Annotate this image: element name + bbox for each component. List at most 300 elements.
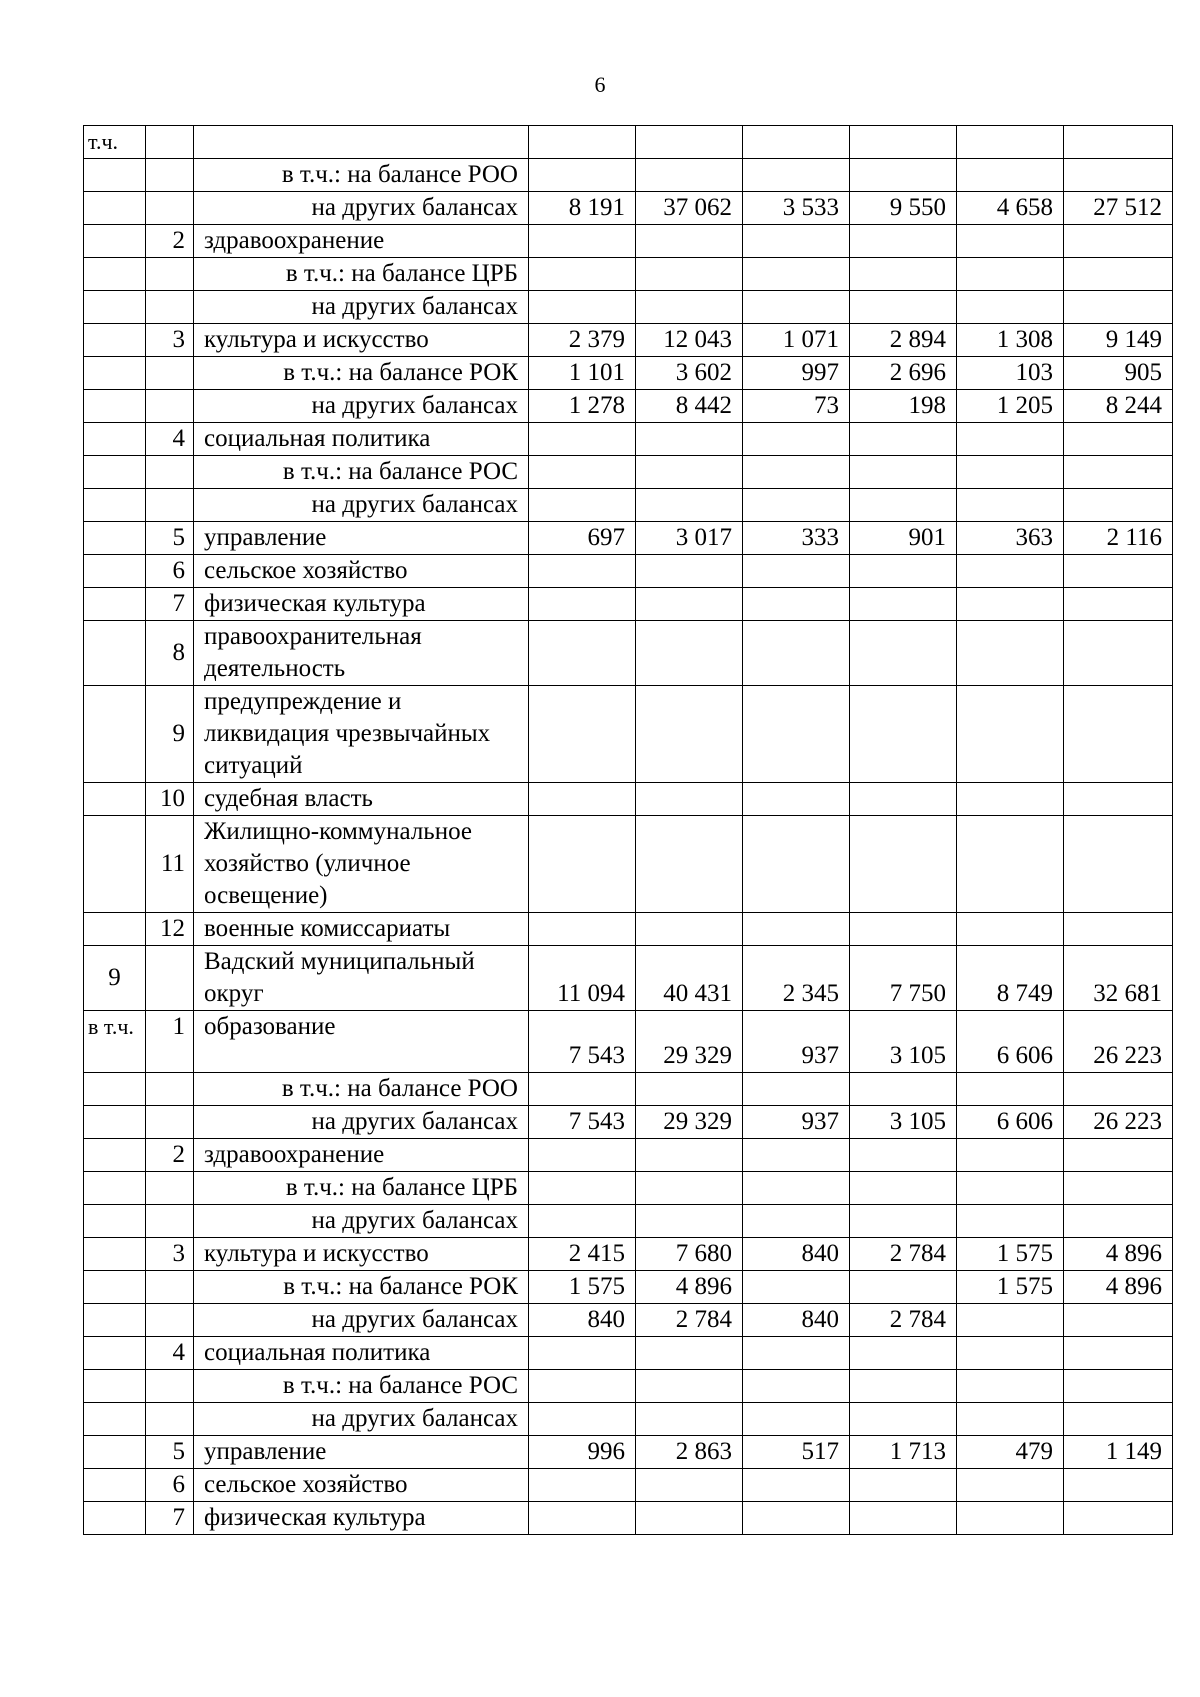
row-label-cell: культура и искусство [194, 1238, 529, 1271]
value-cell: 2 116 [1064, 522, 1173, 555]
row-label-cell: сельское хозяйство [194, 555, 529, 588]
value-cell [743, 1073, 850, 1106]
section-number-cell [84, 1304, 146, 1337]
value-cell: 73 [743, 390, 850, 423]
value-cell [743, 159, 850, 192]
value-cell [850, 159, 957, 192]
value-cell [957, 489, 1064, 522]
row-label-cell: на других балансах [194, 1403, 529, 1436]
section-number-cell [84, 783, 146, 816]
value-cell [957, 1337, 1064, 1370]
value-cell: 4 896 [1064, 1238, 1173, 1271]
section-number-cell [84, 489, 146, 522]
section-number-cell: в т.ч. [84, 1011, 146, 1073]
section-number-cell [84, 192, 146, 225]
item-number-cell [146, 159, 194, 192]
section-number-cell [84, 816, 146, 913]
value-cell: 840 [743, 1304, 850, 1337]
value-cell [957, 159, 1064, 192]
table-row [84, 588, 1173, 621]
section-number-cell [84, 1337, 146, 1370]
value-cell [1064, 423, 1173, 456]
value-cell [743, 1139, 850, 1172]
value-cell: 2 894 [850, 324, 957, 357]
value-cell [743, 783, 850, 816]
value-cell [1064, 456, 1173, 489]
row-label-cell [194, 126, 529, 159]
value-cell: 198 [850, 390, 957, 423]
value-cell: 3 105 [850, 1106, 957, 1139]
item-number-cell: 9 [146, 686, 194, 783]
value-cell [529, 1370, 636, 1403]
value-cell [957, 1502, 1064, 1535]
item-number-cell [146, 1304, 194, 1337]
value-cell [529, 456, 636, 489]
value-cell [957, 1205, 1064, 1238]
item-number-cell [146, 192, 194, 225]
value-cell [957, 225, 1064, 258]
row-label-cell: в т.ч.: на балансе РОО [194, 159, 529, 192]
row-label-cell: на других балансах [194, 1304, 529, 1337]
value-cell [529, 555, 636, 588]
value-cell [1064, 291, 1173, 324]
item-number-cell: 3 [146, 324, 194, 357]
item-number-cell: 4 [146, 1337, 194, 1370]
row-label-cell: на других балансах [194, 489, 529, 522]
value-cell [1064, 621, 1173, 686]
value-cell [636, 1370, 743, 1403]
table-row [84, 225, 1173, 258]
value-cell [1064, 555, 1173, 588]
value-cell [850, 686, 957, 783]
value-cell: 1 575 [957, 1271, 1064, 1304]
table-row [84, 522, 1173, 555]
row-label-cell: здравоохранение [194, 1139, 529, 1172]
row-label-cell: в т.ч.: на балансе РОК [194, 357, 529, 390]
value-cell [850, 423, 957, 456]
table-row [84, 291, 1173, 324]
section-number-cell [84, 555, 146, 588]
value-cell [1064, 159, 1173, 192]
table-row [84, 1205, 1173, 1238]
value-cell [850, 816, 957, 913]
section-number-cell: т.ч. [84, 126, 146, 159]
value-cell [957, 1139, 1064, 1172]
value-cell [1064, 126, 1173, 159]
row-label-cell: физическая культура [194, 1502, 529, 1535]
value-cell [636, 913, 743, 946]
value-cell [636, 1073, 743, 1106]
value-cell: 697 [529, 522, 636, 555]
value-cell [850, 225, 957, 258]
value-cell [743, 225, 850, 258]
value-cell [1064, 1172, 1173, 1205]
section-number-cell [84, 324, 146, 357]
table-row [84, 1403, 1173, 1436]
value-cell [636, 1205, 743, 1238]
value-cell [743, 588, 850, 621]
item-number-cell: 6 [146, 1469, 194, 1502]
value-cell: 9 550 [850, 192, 957, 225]
value-cell: 996 [529, 1436, 636, 1469]
value-cell [636, 816, 743, 913]
section-number-cell [84, 1370, 146, 1403]
item-number-cell: 2 [146, 225, 194, 258]
value-cell [1064, 1502, 1173, 1535]
row-label-cell: правоохранительная деятельность [194, 621, 529, 686]
value-cell [957, 291, 1064, 324]
item-number-cell [146, 1106, 194, 1139]
table-row [84, 456, 1173, 489]
row-label-cell: Вадский муниципальный округ [194, 946, 529, 1011]
table-row [84, 357, 1173, 390]
value-cell [529, 1469, 636, 1502]
section-number-cell [84, 423, 146, 456]
item-number-cell: 10 [146, 783, 194, 816]
section-number-cell [84, 159, 146, 192]
value-cell: 1 205 [957, 390, 1064, 423]
value-cell [636, 783, 743, 816]
value-cell [957, 783, 1064, 816]
value-cell [1064, 686, 1173, 783]
table-row [84, 1502, 1173, 1535]
value-cell [957, 456, 1064, 489]
value-cell: 8 244 [1064, 390, 1173, 423]
value-cell [636, 225, 743, 258]
row-label-cell: управление [194, 1436, 529, 1469]
value-cell: 2 415 [529, 1238, 636, 1271]
section-number-cell [84, 1073, 146, 1106]
table-row [84, 489, 1173, 522]
value-cell: 8 749 [957, 946, 1064, 1011]
item-number-cell: 3 [146, 1238, 194, 1271]
row-label-cell: социальная политика [194, 1337, 529, 1370]
row-label-cell: сельское хозяйство [194, 1469, 529, 1502]
value-cell: 2 784 [636, 1304, 743, 1337]
value-cell [850, 1469, 957, 1502]
value-cell [850, 913, 957, 946]
value-cell [529, 783, 636, 816]
section-number-cell [84, 1238, 146, 1271]
value-cell: 840 [529, 1304, 636, 1337]
value-cell [1064, 1139, 1173, 1172]
value-cell [957, 423, 1064, 456]
value-cell [1064, 1073, 1173, 1106]
value-cell [850, 1073, 957, 1106]
value-cell [636, 686, 743, 783]
value-cell: 901 [850, 522, 957, 555]
value-cell [957, 686, 1064, 783]
table-row [84, 192, 1173, 225]
item-number-cell: 8 [146, 621, 194, 686]
value-cell: 333 [743, 522, 850, 555]
value-cell [529, 159, 636, 192]
section-number-cell [84, 1106, 146, 1139]
table-row [84, 423, 1173, 456]
value-cell [743, 621, 850, 686]
value-cell [743, 1205, 850, 1238]
item-number-cell: 7 [146, 588, 194, 621]
value-cell [957, 1370, 1064, 1403]
value-cell [850, 258, 957, 291]
table-row [84, 686, 1173, 783]
row-label-cell: в т.ч.: на балансе ЦРБ [194, 258, 529, 291]
value-cell [529, 686, 636, 783]
section-number-cell [84, 686, 146, 783]
row-label-cell: в т.ч.: на балансе ЦРБ [194, 1172, 529, 1205]
table-row [84, 1469, 1173, 1502]
value-cell [743, 456, 850, 489]
value-cell: 3 602 [636, 357, 743, 390]
table-row [84, 1238, 1173, 1271]
value-cell [529, 816, 636, 913]
row-label-cell: управление [194, 522, 529, 555]
table-row [84, 1011, 1173, 1073]
value-cell [957, 588, 1064, 621]
value-cell [636, 126, 743, 159]
row-label-cell: судебная власть [194, 783, 529, 816]
value-cell [850, 1271, 957, 1304]
value-cell: 12 043 [636, 324, 743, 357]
value-cell [1064, 1304, 1173, 1337]
value-cell [743, 1370, 850, 1403]
value-cell: 8 442 [636, 390, 743, 423]
row-label-cell: образование [194, 1011, 529, 1073]
item-number-cell [146, 489, 194, 522]
value-cell [1064, 1403, 1173, 1436]
value-cell [743, 686, 850, 783]
value-cell [529, 126, 636, 159]
row-label-cell: на других балансах [194, 192, 529, 225]
item-number-cell [146, 390, 194, 423]
item-number-cell [146, 1073, 194, 1106]
value-cell [1064, 1337, 1173, 1370]
value-cell [1064, 588, 1173, 621]
value-cell: 4 896 [1064, 1271, 1173, 1304]
value-cell [957, 621, 1064, 686]
value-cell: 3 017 [636, 522, 743, 555]
value-cell: 6 606 [957, 1106, 1064, 1139]
row-label-cell: Жилищно-коммунальное хозяйство (уличное освещение) [194, 816, 529, 913]
value-cell [529, 225, 636, 258]
value-cell [529, 423, 636, 456]
table-row [84, 159, 1173, 192]
value-cell [850, 456, 957, 489]
section-number-cell [84, 390, 146, 423]
value-cell [850, 555, 957, 588]
value-cell: 3 105 [850, 1011, 957, 1073]
value-cell: 7 543 [529, 1011, 636, 1073]
value-cell: 2 784 [850, 1238, 957, 1271]
section-number-cell [84, 1139, 146, 1172]
value-cell [743, 1469, 850, 1502]
value-cell [743, 816, 850, 913]
item-number-cell [146, 946, 194, 1011]
table-row [84, 946, 1173, 1011]
value-cell [1064, 258, 1173, 291]
value-cell [529, 621, 636, 686]
value-cell [636, 159, 743, 192]
value-cell [1064, 816, 1173, 913]
section-number-cell [84, 1271, 146, 1304]
value-cell [1064, 489, 1173, 522]
table-row [84, 1172, 1173, 1205]
value-cell: 4 896 [636, 1271, 743, 1304]
table-row [84, 126, 1173, 159]
value-cell [1064, 225, 1173, 258]
table-row [84, 913, 1173, 946]
value-cell [636, 258, 743, 291]
value-cell: 1 575 [529, 1271, 636, 1304]
value-cell [636, 1172, 743, 1205]
budget-table [83, 125, 1173, 1535]
row-label-cell: на других балансах [194, 1205, 529, 1238]
value-cell: 3 533 [743, 192, 850, 225]
table-row [84, 1106, 1173, 1139]
value-cell [743, 423, 850, 456]
row-label-cell: здравоохранение [194, 225, 529, 258]
row-label-cell: в т.ч.: на балансе РОО [194, 1073, 529, 1106]
value-cell [1064, 1205, 1173, 1238]
item-number-cell [146, 1271, 194, 1304]
section-number-cell [84, 522, 146, 555]
section-number-cell [84, 1469, 146, 1502]
item-number-cell: 11 [146, 816, 194, 913]
value-cell [957, 913, 1064, 946]
value-cell [1064, 913, 1173, 946]
value-cell: 11 094 [529, 946, 636, 1011]
value-cell: 2 345 [743, 946, 850, 1011]
table-body [84, 126, 1173, 1535]
value-cell: 997 [743, 357, 850, 390]
table-row [84, 816, 1173, 913]
section-number-cell [84, 621, 146, 686]
item-number-cell [146, 456, 194, 489]
section-number-cell [84, 357, 146, 390]
item-number-cell: 5 [146, 1436, 194, 1469]
value-cell [850, 291, 957, 324]
section-number-cell [84, 1436, 146, 1469]
value-cell: 517 [743, 1436, 850, 1469]
value-cell [957, 555, 1064, 588]
item-number-cell [146, 1205, 194, 1238]
row-label-cell: социальная политика [194, 423, 529, 456]
value-cell [743, 291, 850, 324]
value-cell [743, 1502, 850, 1535]
value-cell [850, 489, 957, 522]
value-cell [850, 1403, 957, 1436]
value-cell [636, 555, 743, 588]
value-cell: 9 149 [1064, 324, 1173, 357]
value-cell [850, 1502, 957, 1535]
page-number: 6 [594, 72, 606, 97]
value-cell: 479 [957, 1436, 1064, 1469]
value-cell: 937 [743, 1106, 850, 1139]
value-cell: 937 [743, 1011, 850, 1073]
value-cell [743, 258, 850, 291]
value-cell [957, 1304, 1064, 1337]
value-cell [636, 423, 743, 456]
row-label-cell: в т.ч.: на балансе РОК [194, 1271, 529, 1304]
section-number-cell: 9 [84, 946, 146, 1011]
value-cell [850, 1139, 957, 1172]
table-row [84, 1139, 1173, 1172]
value-cell: 363 [957, 522, 1064, 555]
value-cell: 26 223 [1064, 1106, 1173, 1139]
item-number-cell [146, 1172, 194, 1205]
value-cell: 1 713 [850, 1436, 957, 1469]
item-number-cell: 4 [146, 423, 194, 456]
value-cell: 40 431 [636, 946, 743, 1011]
value-cell [957, 1403, 1064, 1436]
row-label-cell: на других балансах [194, 1106, 529, 1139]
value-cell: 1 101 [529, 357, 636, 390]
value-cell [743, 1337, 850, 1370]
table-row [84, 1073, 1173, 1106]
section-number-cell [84, 1403, 146, 1436]
value-cell [529, 1172, 636, 1205]
value-cell [850, 1205, 957, 1238]
table-row [84, 1271, 1173, 1304]
table-row [84, 1337, 1173, 1370]
item-number-cell [146, 126, 194, 159]
value-cell [957, 258, 1064, 291]
section-number-cell [84, 225, 146, 258]
value-cell: 32 681 [1064, 946, 1173, 1011]
item-number-cell: 12 [146, 913, 194, 946]
value-cell [957, 816, 1064, 913]
item-number-cell [146, 258, 194, 291]
table-row [84, 258, 1173, 291]
item-number-cell [146, 291, 194, 324]
value-cell [743, 913, 850, 946]
table-row [84, 1370, 1173, 1403]
value-cell: 103 [957, 357, 1064, 390]
value-cell: 1 149 [1064, 1436, 1173, 1469]
table-row [84, 555, 1173, 588]
value-cell [636, 588, 743, 621]
item-number-cell: 6 [146, 555, 194, 588]
value-cell: 1 575 [957, 1238, 1064, 1271]
section-number-cell [84, 913, 146, 946]
value-cell [850, 588, 957, 621]
value-cell [529, 588, 636, 621]
value-cell [743, 489, 850, 522]
section-number-cell [84, 588, 146, 621]
value-cell: 7 750 [850, 946, 957, 1011]
value-cell: 26 223 [1064, 1011, 1173, 1073]
section-number-cell [84, 258, 146, 291]
value-cell [529, 1139, 636, 1172]
value-cell [1064, 1370, 1173, 1403]
value-cell: 29 329 [636, 1011, 743, 1073]
value-cell [957, 1172, 1064, 1205]
item-number-cell [146, 1370, 194, 1403]
value-cell: 2 696 [850, 357, 957, 390]
value-cell: 4 658 [957, 192, 1064, 225]
section-number-cell [84, 1205, 146, 1238]
value-cell [636, 1337, 743, 1370]
value-cell [636, 1469, 743, 1502]
row-label-cell: в т.ч.: на балансе РОС [194, 1370, 529, 1403]
value-cell: 840 [743, 1238, 850, 1271]
value-cell [529, 1337, 636, 1370]
section-number-cell [84, 1172, 146, 1205]
value-cell [957, 1073, 1064, 1106]
value-cell [850, 1172, 957, 1205]
value-cell [1064, 1469, 1173, 1502]
table-row [84, 783, 1173, 816]
